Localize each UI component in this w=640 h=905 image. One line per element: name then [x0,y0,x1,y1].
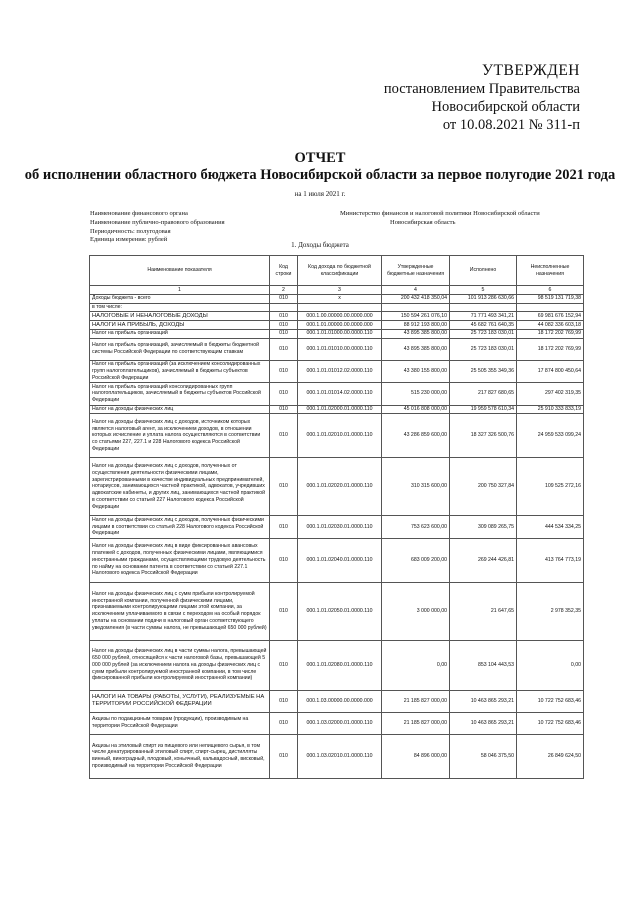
column-number: 5 [450,286,517,295]
cell-name: НАЛОГИ НА ПРИБЫЛЬ, ДОХОДЫ [90,321,270,330]
cell-name: Налог на доходы физических лиц с доходов, полученных от осуществления деятельности физическими лицами, зарегистрированными в качестве индивидуальных предпринимателей, нотариусов, занимающихся частной практикой, адвокатов, учредивших адвокатские кабинеты, и других лиц, занимающихся частной практикой в соответствии со статьей 227 Налогового кодекса Российской Федерации [90,458,270,516]
cell-unexecuted: 10 722 752 683,46 [517,690,584,712]
cell-name: НАЛОГИ НА ТОВАРЫ (РАБОТЫ, УСЛУГИ), РЕАЛИЗУЕМЫЕ НА ТЕРРИТОРИИ РОССИЙСКОЙ ФЕДЕРАЦИИ [90,690,270,712]
cell-approved: 84 896 000,00 [382,734,450,778]
cell-executed: 309 089 265,75 [450,516,517,538]
cell-approved: 200 432 418 350,04 [382,294,450,303]
header-line-code: Код строки [270,256,298,286]
cell-name: Налог на прибыль организаций, зачисляемый в бюджеты бюджетной системы Российской Федерации по соответствующим ставкам [90,338,270,360]
column-number: 1 [90,286,270,295]
cell-approved: 683 009 200,00 [382,538,450,582]
cell-executed: 18 327 326 500,76 [450,414,517,458]
cell-approved: 43 895 385 800,00 [382,329,450,338]
cell-line-code: 010 [270,338,298,360]
approval-stamp [360,62,580,134]
cell-line-code: 010 [270,458,298,516]
cell-income-code: 000.1.01.01010.00.0000.110 [298,338,382,360]
table-row [90,458,584,516]
cell-income-code: 000.1.03.02010.01.0000.110 [298,734,382,778]
cell-unexecuted: 10 722 752 683,46 [517,712,584,734]
cell-approved: 753 623 600,00 [382,516,450,538]
meta-org [90,209,640,218]
cell-executed: 200 750 327,84 [450,458,517,516]
table-row [90,690,584,712]
cell-approved: 88 912 193 800,00 [382,321,450,330]
meta-unit: Единица измерения: рублей [90,236,168,243]
table-row [90,303,584,312]
table-row [90,338,584,360]
cell-line-code: 010 [270,360,298,382]
cell-approved: 21 185 827 000,00 [382,690,450,712]
cell-line-code: 010 [270,690,298,712]
table-row [90,405,584,414]
cell-executed: 21 647,65 [450,582,517,640]
table-row [90,538,584,582]
cell-name: в том числе: [90,303,270,312]
table-header-row [90,256,584,286]
cell-income-code: 000.1.01.02080.01.0000.110 [298,640,382,690]
meta-org-value: Министерство финансов и налоговой политики Новосибирской области [340,210,540,217]
cell-name: Налог на доходы физических лиц в части суммы налога, превышающей 650 000 рублей, относящейся к части налоговой базы, превышающей 5 000 000 рублей (за исключением налога на доходы физических лиц с сумм прибыли контролируемой иностранной компании, в том числе фиксированной прибыли контролируемой иностранной компании) [90,640,270,690]
cell-approved: 43 895 385 800,00 [382,338,450,360]
meta-budget [90,218,640,227]
cell-approved: 43 286 859 600,00 [382,414,450,458]
header-name: Наименование показателя [90,256,270,286]
cell-income-code: 000.1.00.00000.00.0000.000 [298,312,382,321]
cell-unexecuted: 24 959 533 099,24 [517,414,584,458]
table-row [90,321,584,330]
approved-heading: УТВЕРЖДЕН [482,62,580,79]
header-unexecuted: Неисполненные назначения [517,256,584,286]
cell-unexecuted: 18 172 202 769,99 [517,338,584,360]
cell-line-code [270,303,298,312]
cell-executed: 269 244 426,81 [450,538,517,582]
approved-region: Новосибирской области [431,99,580,115]
cell-approved: 310 315 600,00 [382,458,450,516]
cell-name: Налог на доходы физических лиц в виде фиксированных авансовых платежей с доходов, полученных физическими лицами, являющимися иностранными гражданами, осуществляющими трудовую деятельность по найму на основании патента в соответствии со статьей 227.1 Налогового кодекса Российской Федерации [90,538,270,582]
table-row [90,712,584,734]
cell-income-code [298,303,382,312]
cell-executed: 217 827 680,65 [450,383,517,405]
cell-unexecuted: 109 525 272,16 [517,458,584,516]
cell-unexecuted: 444 534 334,25 [517,516,584,538]
cell-name: Акцизы на этиловый спирт из пищевого или непищевого сырья, в том числе денатурированный этиловый спирт, спирт-сырец, дистилляты винный, виноградный, плодовый, коньячный, кальвадосный, висковый, производимый на территории Российской Федерации [90,734,270,778]
cell-unexecuted: 297 402 319,35 [517,383,584,405]
table-row [90,640,584,690]
table-row [90,516,584,538]
header-income-code: Код дохода по бюджетной классификации [298,256,382,286]
cell-executed: 25 505 355 349,36 [450,360,517,382]
column-number: 6 [517,286,584,295]
cell-executed: 25 723 183 030,01 [450,338,517,360]
cell-line-code: 010 [270,414,298,458]
cell-income-code: 000.1.01.02020.01.0000.110 [298,458,382,516]
cell-line-code: 010 [270,383,298,405]
meta-period: Периодичность: полугодовая [90,228,171,235]
table-row [90,383,584,405]
cell-income-code: 000.1.01.01000.00.0000.110 [298,329,382,338]
table-row [90,582,584,640]
report-subtitle: об исполнении областного бюджета Новосибирской области за первое полугодие 2021 года [24,167,616,183]
cell-name: Акцизы по подакцизным товарам (продукции), производимым на территории Российской Федерации [90,712,270,734]
cell-approved: 43 380 155 800,00 [382,360,450,382]
cell-executed: 25 723 183 030,01 [450,329,517,338]
cell-approved: 150 594 261 076,10 [382,312,450,321]
cell-unexecuted: 2 978 352,35 [517,582,584,640]
cell-income-code: 000.1.01.02000.01.0000.110 [298,405,382,414]
header-approved: Утвержденные бюджетные назначения [382,256,450,286]
cell-income-code: 000.1.01.01014.02.0000.110 [298,383,382,405]
cell-line-code: 010 [270,312,298,321]
cell-line-code: 010 [270,712,298,734]
report-title: ОТЧЕТ [294,150,346,166]
cell-unexecuted: 18 172 202 769,99 [517,329,584,338]
cell-executed: 101 913 286 630,66 [450,294,517,303]
table-row [90,360,584,382]
cell-executed: 45 682 761 640,35 [450,321,517,330]
cell-name: Доходы бюджета - всего [90,294,270,303]
cell-approved [382,303,450,312]
income-table [89,255,584,779]
report-date: на 1 июля 2021 г. [294,190,346,198]
table-row [90,312,584,321]
cell-income-code: 000.1.01.00000.00.0000.000 [298,321,382,330]
cell-approved: 0,00 [382,640,450,690]
cell-name: Налог на доходы физических лиц с доходов, полученных физическими лицами в соответствии со статьей 228 Налогового кодекса Российской Федерации [90,516,270,538]
cell-line-code: 010 [270,329,298,338]
table-number-row [90,286,584,295]
cell-income-code: 000.1.03.02000.01.0000.110 [298,712,382,734]
column-number: 2 [270,286,298,295]
cell-income-code: 000.1.01.02040.01.0000.110 [298,538,382,582]
cell-approved: 21 185 827 000,00 [382,712,450,734]
column-number: 4 [382,286,450,295]
section-title: 1. Доходы бюджета [291,241,349,249]
cell-income-code: 000.1.01.01012.02.0000.110 [298,360,382,382]
cell-name: Налог на прибыль организаций (за исключением консолидированных групп налогоплательщиков), зачисляемый в бюджеты субъектов Российской Федерации [90,360,270,382]
cell-line-code: 010 [270,405,298,414]
cell-line-code: 010 [270,321,298,330]
cell-unexecuted: 98 519 131 719,38 [517,294,584,303]
header-executed: Исполнено [450,256,517,286]
cell-name: Налог на доходы физических лиц с доходов, источником которых является налоговый агент, за исключением доходов, в отношении которых исчисление и уплата налога осуществляются в соответствии со статьями 227, 227.1 и 228 Налогового кодекса Российской Федерации [90,414,270,458]
cell-line-code: 010 [270,640,298,690]
cell-unexecuted: 17 874 800 450,64 [517,360,584,382]
cell-executed: 853 104 443,53 [450,640,517,690]
cell-unexecuted: 413 764 773,19 [517,538,584,582]
meta-org-label: Наименование финансового органа [90,210,188,217]
cell-unexecuted: 44 082 336 603,18 [517,321,584,330]
cell-unexecuted [517,303,584,312]
cell-unexecuted: 25 910 333 833,19 [517,405,584,414]
cell-income-code: 000.1.01.02010.01.0000.110 [298,414,382,458]
cell-name: Налог на доходы физических лиц [90,405,270,414]
meta-budget-label: Наименование публично-правового образования [90,219,225,226]
cell-name: Налог на доходы физических лиц с сумм прибыли контролируемой иностранной компании, полученной физическими лицами, признаваемыми контролирующими лицами этой компании, за исключением уплачиваемого в связи с переходом на особый порядок уплаты на основании подачи в налоговый орган соответствующего уведомления (в части суммы налога, не превышающей 650 000 рублей) [90,582,270,640]
cell-income-code: х [298,294,382,303]
cell-name: Налог на прибыль организаций [90,329,270,338]
column-number: 3 [298,286,382,295]
cell-line-code: 010 [270,582,298,640]
cell-approved: 45 016 808 000,00 [382,405,450,414]
cell-name: Налог на прибыль организаций консолидированных групп налогоплательщиков, зачисляемый в бюджеты субъектов Российской Федерации [90,383,270,405]
table-row [90,414,584,458]
cell-income-code: 000.1.01.02030.01.0000.110 [298,516,382,538]
cell-executed: 19 959 578 610,34 [450,405,517,414]
cell-executed: 10 463 865 293,21 [450,712,517,734]
cell-executed: 10 463 865 293,21 [450,690,517,712]
cell-executed: 71 771 493 341,21 [450,312,517,321]
cell-approved: 515 230 000,00 [382,383,450,405]
table-row [90,294,584,303]
cell-approved: 3 000 000,00 [382,582,450,640]
cell-income-code: 000.1.03.00000.00.0000.000 [298,690,382,712]
meta-budget-value: Новосибирская область [390,219,456,226]
cell-line-code: 010 [270,538,298,582]
cell-unexecuted: 69 981 676 152,94 [517,312,584,321]
cell-line-code: 010 [270,294,298,303]
cell-unexecuted: 26 849 624,50 [517,734,584,778]
table-row [90,329,584,338]
cell-name: НАЛОГОВЫЕ И НЕНАЛОГОВЫЕ ДОХОДЫ [90,312,270,321]
approved-by: постановлением Правительства [383,81,580,97]
cell-line-code: 010 [270,734,298,778]
cell-income-code: 000.1.01.02050.01.0000.110 [298,582,382,640]
table-row [90,734,584,778]
cell-executed [450,303,517,312]
report-title-block [0,150,640,184]
cell-unexecuted: 0,00 [517,640,584,690]
cell-executed: 58 046 375,50 [450,734,517,778]
cell-line-code: 010 [270,516,298,538]
approved-date: от 10.08.2021 № 311-п [442,117,580,133]
